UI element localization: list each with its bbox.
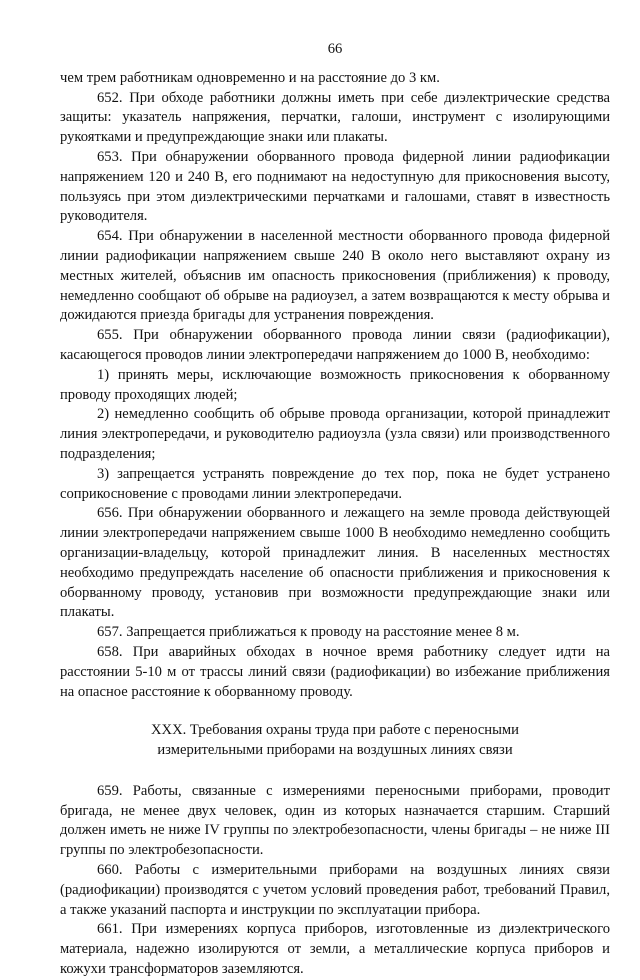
paragraph: чем трем работникам одновременно и на расстояние до 3 км. — [60, 69, 440, 86]
section-heading-line: XXX. Требования охраны труда при работе с переносными — [151, 722, 519, 739]
paragraph: 660. Работы с измерительными приборами на воздушных линиях связи (радиофикации) производятся с учетом условий проведения работ, требований Правил, а также указаний паспорта и инструкции по эксплуатации прибора. — [60, 862, 610, 918]
paragraph: 657. Запрещается приближаться к проводу на расстояние менее 8 м. — [97, 624, 520, 641]
list-item: 1) принять меры, исключающие возможность прикосновения к оборванному проводу проходящих людей; — [60, 366, 610, 403]
page-number: 66 — [327, 41, 343, 57]
paragraph: 659. Работы, связанные с измерениями переносными приборами, проводит бригада, не менее двух человек, один из которых назначается старшим. Старший должен иметь не ниже IV группы по электробезопасности, члены бригады – не ниже III группы по электробезопасности. — [60, 782, 610, 859]
paragraph: 658. При аварийных обходах в ночное время работнику следует идти на расстоянии 5-10 м от трассы линий связи (радиофикации) во избежание приближения на опасное расстояние к оборванному проводу. — [60, 643, 610, 700]
bottom-paragraphs — [60, 782, 610, 980]
paragraph: 652. При обходе работники должны иметь при себе диэлектрические средства защиты: указатель напряжения, перчатки, галоши, инструмент с изолирующими рукоятками и предупреждающие знаки или плакаты. — [60, 89, 610, 146]
top-paragraphs — [60, 69, 610, 703]
paragraph: 655. При обнаружении оборванного провода линии связи (радиофикации), касающегося проводов линии электропередачи напряжением до 1000 В, необходимо: — [60, 327, 610, 363]
section-heading-line: измерительными приборами на воздушных линиях связи — [157, 742, 513, 759]
paragraph: 653. При обнаружении оборванного провода фидерной линии радиофикации напряжением 120 и 240 В, его поднимают на недоступную для прикосновения высоту, пользуясь при этом диэлектрическими перчатками и галошами, ставят в известность руководителя. — [60, 148, 610, 225]
paragraph: 661. При измерениях корпуса приборов, изготовленные из диэлектрического материала, надежно изолируются от земли, а металлические корпуса приборов и кожухи трансформаторов заземляются. — [60, 921, 610, 978]
paragraph: 654. При обнаружении в населенной местности оборванного провода фидерной линии радиофикации напряжением свыше 240 В около него выставляют охрану из местных жителей, объяснив им опасность прикосновения (приближения) к проводу, немедленно сообщают об обрыве на радиоузел, а затем возвращаются к месту обрыва и дожидаются приезда бригады для устранения повреждения. — [60, 228, 610, 324]
section-heading — [60, 721, 610, 761]
list-item: 3) запрещается устранять повреждение до тех пор, пока не будет устранено соприкосновение с проводами линии электропередачи. — [60, 465, 610, 502]
paragraph: 656. При обнаружении оборванного и лежащего на земле провода действующей линии электропередачи напряжением свыше 1000 В необходимо немедленно сообщить организации-владельцу, которой принадлежит линия. В населенных местностях необходимо предупреждать население об опасности приближения и прикосновения к оборванному проводу, установив при возможности предупреждающие знаки или плакаты. — [60, 505, 610, 621]
list-item: 2) немедленно сообщить об обрыве провода организации, которой принадлежит линия электропередачи, и руководителю радиоузла (узла связи) или производственного подразделения; — [60, 406, 610, 462]
